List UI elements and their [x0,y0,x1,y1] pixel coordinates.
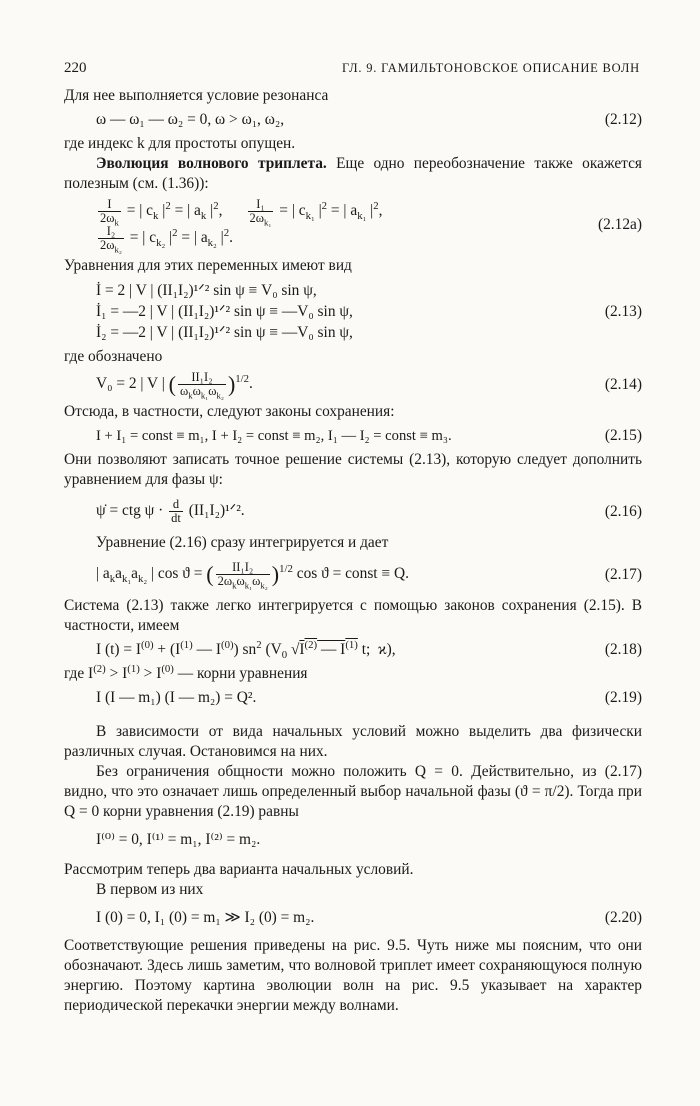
paragraph: В первом из них [96,881,204,898]
paragraph: Система (2.13) также легко интегрируется с помощью законов сохранения (2.15). В частности, имеем [64,597,642,634]
paragraph: где $I^{(2)} > I^{(1)} > I^{(0)}$ — корни уравнения [64,662,308,682]
equation-number: (2.20) [604,909,642,926]
equation-formula: I⁽⁰⁾ = 0, I⁽¹⁾ = m₁, I⁽²⁾ = m₂. [96,831,261,848]
paragraph: Рассмотрим теперь два варианта начальных условий. [64,861,414,878]
paragraph: Без ограничения общности можно положить Q = 0. Действительно, из (2.17) видно, что это означает лишь определенный выбор начальной фазы (ϑ = π/2). Тогда при Q = 0 корни уравнения (2.19) равны [64,763,642,820]
paragraph: Для нее выполняется условие резонанса [64,87,329,104]
paragraph: Они позволяют записать точное решение системы (2.13), которую следует дополнить уравнением для фазы ψ: [64,451,642,488]
equation-number: (2.17) [604,565,642,583]
equation-line: İ₁ = —2 | V | (II₁I₂)¹ᐟ² sin ψ ≡ —V₀ sin ψ, [96,303,353,320]
paragraph: Уравнения для этих переменных имеют вид [64,257,352,274]
fraction: $\frac{\text{II₁I₂}}{2\omega_k\omega_{k_1}\omega_{k_2}}$ [217,560,268,591]
equation-2-13 [64,280,642,343]
equation-2-18: I $(t) = I^{(0)} + (I^{(1)}$ — $I^{(0)}$) $sn^2$ ($V_0$ $√I^{(2)}$ — $I^{(1)}$ t; ϰ), (2.18) [96,638,642,662]
equation-2-17: | $a_ka_{k_1}a_{k_2}$ | cos ϑ = ( $\frac{\text{II₁I₂}}{2\omega_k\omega_{k_1}\omega_{k_2}}$ )$^{1/2}$ cos ϑ = const ≡ Q. (2.17) [96,560,642,591]
paragraph: Соответствующие решения приведены на рис. 9.5. Чуть ниже мы поясним, что они обозначают. Здесь лишь заметим, что волновой триплет имеет сохраняющуюся полную энергию. Поэтому картина эволюции волн на рис. 9.5 указывает на характер периодической перекачки энергии между волнами. [64,937,642,1014]
section-heading: Эволюция волнового триплета. [96,155,327,172]
equation-2-15 [64,426,642,446]
running-title: ГЛ. 9. ГАМИЛЬТОНОВСКОЕ ОПИСАНИЕ ВОЛН [342,61,640,75]
paragraph: где обозначено [64,348,163,365]
equation-2-12 [64,110,642,130]
equation-number: (2.12a) [597,216,642,233]
equation-2-14: V₀ = 2 | V | ( $\frac{\text{II₁I₂}}{\omega_k\omega_{k_1}\omega_{k_2}}$ )$^{1/2}$. (2.14) [96,370,642,401]
paragraph: Уравнение (2.16) сразу интегрируется и дает [96,534,389,551]
page-body [64,86,642,1016]
equation-number: (2.15) [604,427,642,444]
equation-number: (2.19) [604,689,642,706]
fraction: $\frac{d}{dt}$ [171,497,181,525]
equation-number: (2.12) [604,111,642,128]
equation-formula: I (I — m₁) (I — m₂) = Q². [96,689,257,706]
paragraph: где индекс k для простоты опущен. [64,135,296,152]
equation-line: İ = 2 | V | (II₁I₂)¹ᐟ² sin ψ ≡ V₀ sin ψ, [96,282,317,299]
equation-number: (2.16) [604,502,642,520]
fraction: $\frac{I}{2\omega_k}$ [100,197,119,228]
equation-formula: ω — ω₁ — ω₂ = 0, ω > ω₁, ω₂, [96,111,285,128]
equation-2-19 [64,688,642,708]
paragraph: В зависимости от вида начальных условий можно выделить два физически различных случая. Остановимся на них. [64,723,642,760]
roots-line [64,830,642,850]
equation-2-20 [64,908,642,928]
page-header [64,58,640,78]
paragraph [64,154,642,194]
equation-formula: I + I₁ = const ≡ m₁, I + I₂ = const ≡ m₂, I₁ — I₂ = const ≡ m₃. [96,428,452,444]
fraction: $\frac{\text{II₁I₂}}{\omega_k\omega_{k_1}\omega_{k_2}}$ [180,370,224,401]
page-number: 220 [64,60,87,76]
fraction: $\frac{\text{I₁}}{2\omega_{k_1}}$ [249,197,272,228]
equation-number: (2.14) [604,375,642,393]
fraction: $\frac{\text{I₂}}{2\omega_{k_2}}$ [100,224,122,255]
paragraph: Отсюда, в частности, следуют законы сохранения: [64,403,395,420]
paragraph-text: Еще одно переобозначение также окажется полезным (см. (1.36)): [64,155,642,192]
equation-number: (2.13) [604,302,642,320]
equation-line: İ₂ = —2 | V | (II₁I₂)¹ᐟ² sin ψ ≡ —V₀ sin ψ, [96,324,353,341]
equation-2-12a: $\frac{I}{2\omega_k}$ = | $c_k$ $|^2$ = | $a_k$ $|^2$, $\frac{\text{I₁}}{2\omega_{k_1}}$ = | $c_{k_1}$ $|^2$ = | $a_{k_1}$ $|^2$, $\frac{\text{I₂}}{2\omega_{k_2}}$ = | $c_{k_2}$ $|^2$ = | $a_{k_2}$ $|^2$. (2.12a) [100,197,642,255]
equation-formula: I (0) = 0, I₁ (0) = m₁ ≫ I₂ (0) = m₂. [96,909,315,926]
equation-2-16: ψ̇ = ctg ψ · $\frac{d}{dt}$ (II₁I₂)¹ᐟ². (2.16) [96,497,642,525]
equation-number: (2.18) [604,641,642,658]
